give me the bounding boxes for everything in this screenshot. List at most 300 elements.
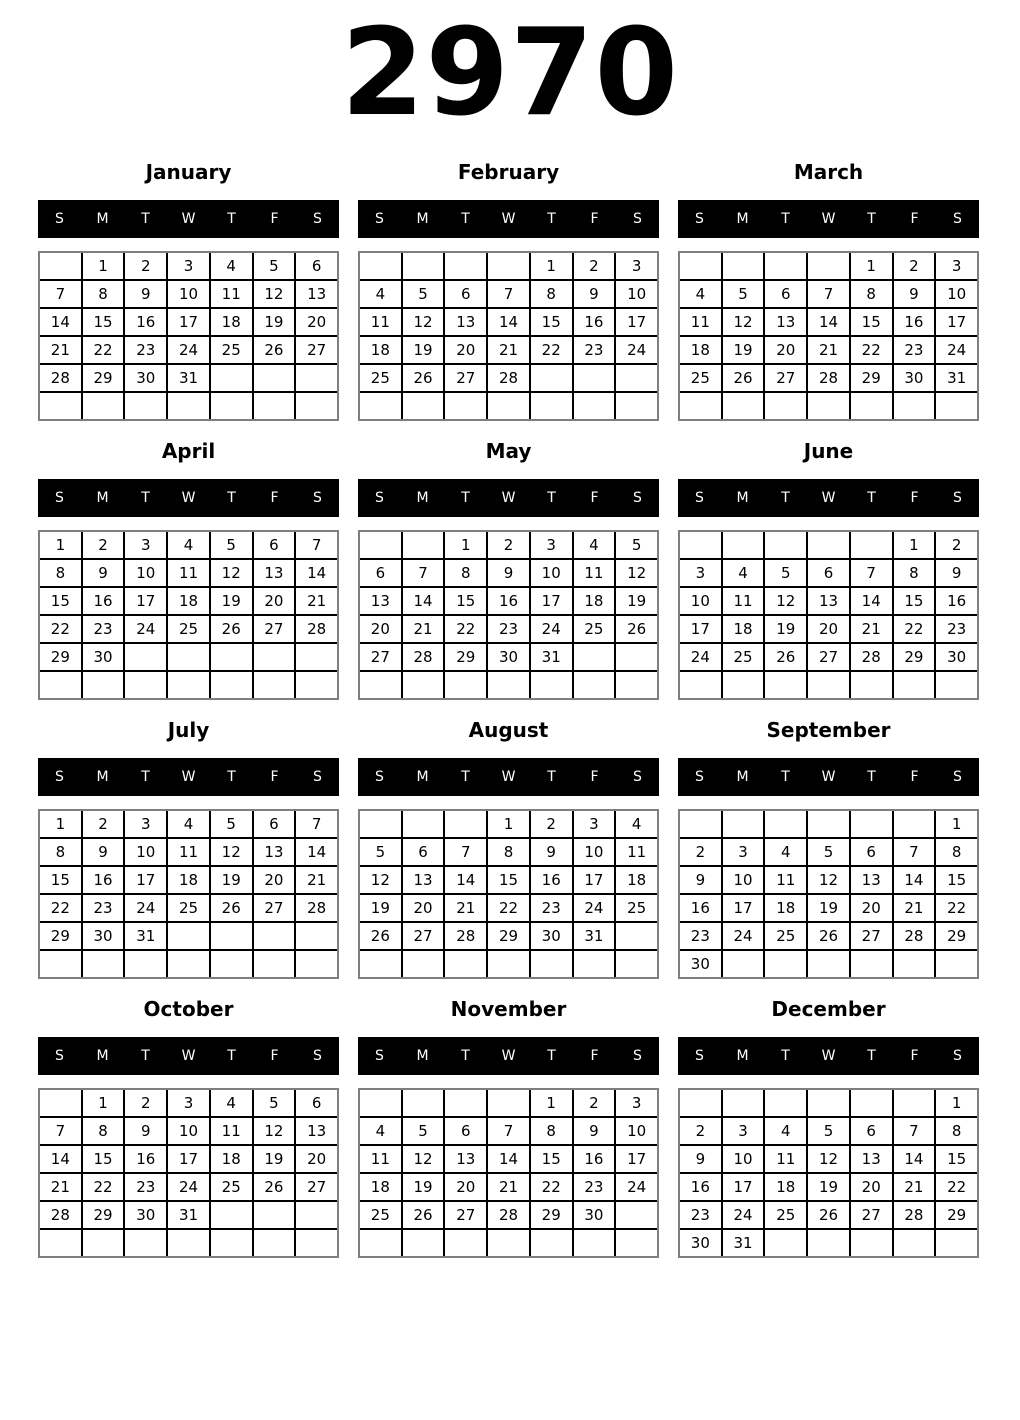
month-title: April	[161, 439, 216, 463]
weekday-label: T	[547, 490, 556, 506]
day-cell: 29	[83, 365, 124, 391]
weekday-label: S	[313, 490, 322, 506]
weekday-label: W	[821, 211, 836, 227]
day-cell: 28	[445, 923, 486, 949]
weekday-label: W	[501, 211, 516, 227]
day-cell-empty	[254, 393, 295, 419]
day-cell-empty	[808, 672, 849, 698]
day-cell: 15	[40, 867, 81, 893]
weekday-label: T	[867, 211, 876, 227]
day-cell: 31	[168, 365, 209, 391]
day-cell: 7	[445, 839, 486, 865]
weekday-label: W	[501, 1048, 516, 1064]
day-cell: 22	[40, 616, 81, 642]
weekday-label: T	[227, 211, 236, 227]
day-cell: 3	[125, 532, 166, 558]
day-cell: 6	[296, 1090, 337, 1116]
day-cell: 20	[851, 895, 892, 921]
day-cell-empty	[403, 532, 444, 558]
day-cell: 15	[531, 309, 572, 335]
weekday-label: S	[695, 1048, 704, 1064]
weekday-label: W	[501, 490, 516, 506]
day-cell-empty	[894, 1230, 935, 1256]
weekday-label: F	[590, 769, 599, 785]
month-day-grid	[358, 809, 659, 979]
weekday-header	[358, 758, 659, 796]
day-cell: 15	[40, 588, 81, 614]
day-cell: 23	[574, 337, 615, 363]
day-cell-empty	[211, 644, 252, 670]
day-cell-empty	[83, 951, 124, 977]
day-cell-empty	[765, 532, 806, 558]
day-cell: 11	[211, 1118, 252, 1144]
month-title: September	[766, 718, 891, 742]
day-cell: 7	[296, 811, 337, 837]
day-cell: 29	[851, 365, 892, 391]
day-cell-empty	[40, 672, 81, 698]
day-cell-empty	[808, 253, 849, 279]
day-cell: 14	[851, 588, 892, 614]
day-cell: 11	[211, 281, 252, 307]
day-cell-empty	[808, 1230, 849, 1256]
weekday-label: M	[96, 1048, 109, 1064]
day-cell: 22	[531, 337, 572, 363]
day-cell-empty	[488, 1230, 529, 1256]
weekday-label: M	[416, 211, 429, 227]
day-cell: 31	[168, 1202, 209, 1228]
weekday-label: T	[461, 769, 470, 785]
day-cell: 25	[680, 365, 721, 391]
day-cell-empty	[574, 365, 615, 391]
month-calendar	[358, 997, 659, 1258]
weekday-label: F	[270, 211, 279, 227]
day-cell: 30	[125, 1202, 166, 1228]
day-cell: 15	[445, 588, 486, 614]
day-cell: 22	[40, 895, 81, 921]
day-cell: 27	[254, 895, 295, 921]
day-cell-empty	[125, 951, 166, 977]
weekday-label: S	[313, 1048, 322, 1064]
month-day-grid	[38, 1088, 339, 1258]
day-cell: 3	[125, 811, 166, 837]
day-cell-empty	[808, 951, 849, 977]
weekday-header	[678, 479, 979, 517]
day-cell: 24	[616, 1174, 657, 1200]
day-cell: 19	[211, 588, 252, 614]
day-cell: 8	[531, 281, 572, 307]
day-cell-empty	[680, 253, 721, 279]
day-cell-empty	[616, 644, 657, 670]
day-cell: 21	[40, 1174, 81, 1200]
day-cell: 29	[40, 923, 81, 949]
weekday-header	[358, 479, 659, 517]
day-cell: 5	[765, 560, 806, 586]
day-cell: 25	[723, 644, 764, 670]
weekday-header	[38, 1037, 339, 1075]
day-cell: 28	[894, 923, 935, 949]
weekday-label: W	[181, 490, 196, 506]
weekday-label: T	[141, 1048, 150, 1064]
weekday-label: F	[270, 1048, 279, 1064]
day-cell: 15	[851, 309, 892, 335]
weekday-label: S	[313, 211, 322, 227]
day-cell: 27	[360, 644, 401, 670]
day-cell: 18	[360, 1174, 401, 1200]
day-cell: 14	[40, 1146, 81, 1172]
day-cell: 3	[531, 532, 572, 558]
day-cell: 2	[574, 253, 615, 279]
day-cell: 5	[360, 839, 401, 865]
day-cell: 21	[296, 867, 337, 893]
day-cell-empty	[40, 1090, 81, 1116]
day-cell: 6	[765, 281, 806, 307]
day-cell: 2	[488, 532, 529, 558]
day-cell: 19	[808, 1174, 849, 1200]
day-cell-empty	[723, 253, 764, 279]
day-cell-empty	[851, 672, 892, 698]
day-cell: 27	[296, 1174, 337, 1200]
day-cell: 28	[488, 365, 529, 391]
day-cell: 28	[40, 1202, 81, 1228]
day-cell: 7	[40, 1118, 81, 1144]
day-cell: 17	[125, 867, 166, 893]
day-cell: 30	[488, 644, 529, 670]
day-cell: 25	[168, 895, 209, 921]
weekday-header	[678, 1037, 979, 1075]
day-cell: 10	[936, 281, 977, 307]
day-cell: 19	[765, 616, 806, 642]
day-cell: 6	[851, 1118, 892, 1144]
day-cell-empty	[296, 644, 337, 670]
calendar-months-grid	[38, 160, 1020, 1258]
day-cell: 12	[723, 309, 764, 335]
day-cell: 20	[296, 309, 337, 335]
day-cell: 8	[531, 1118, 572, 1144]
day-cell: 27	[445, 365, 486, 391]
day-cell: 22	[936, 1174, 977, 1200]
day-cell-empty	[808, 1090, 849, 1116]
weekday-label: S	[375, 211, 384, 227]
day-cell: 19	[403, 1174, 444, 1200]
month-calendar	[38, 160, 339, 421]
weekday-label: M	[736, 769, 749, 785]
day-cell: 8	[445, 560, 486, 586]
weekday-label: T	[141, 769, 150, 785]
weekday-label: W	[181, 211, 196, 227]
day-cell-empty	[296, 1230, 337, 1256]
day-cell: 9	[574, 281, 615, 307]
day-cell: 13	[445, 309, 486, 335]
day-cell-empty	[574, 393, 615, 419]
day-cell: 26	[723, 365, 764, 391]
day-cell: 3	[723, 839, 764, 865]
day-cell: 14	[40, 309, 81, 335]
day-cell: 22	[936, 895, 977, 921]
day-cell: 18	[765, 1174, 806, 1200]
weekday-label: M	[416, 490, 429, 506]
day-cell-empty	[125, 644, 166, 670]
weekday-header	[38, 200, 339, 238]
day-cell-empty	[360, 951, 401, 977]
day-cell: 7	[894, 1118, 935, 1144]
day-cell: 18	[723, 616, 764, 642]
day-cell: 5	[254, 1090, 295, 1116]
day-cell: 21	[445, 895, 486, 921]
day-cell-empty	[296, 951, 337, 977]
day-cell: 10	[168, 1118, 209, 1144]
day-cell: 23	[83, 616, 124, 642]
day-cell-empty	[254, 644, 295, 670]
day-cell: 21	[894, 895, 935, 921]
day-cell: 24	[168, 1174, 209, 1200]
day-cell: 4	[723, 560, 764, 586]
day-cell-empty	[40, 253, 81, 279]
day-cell: 10	[616, 281, 657, 307]
day-cell: 23	[531, 895, 572, 921]
day-cell: 9	[125, 281, 166, 307]
day-cell: 26	[616, 616, 657, 642]
day-cell: 21	[488, 1174, 529, 1200]
day-cell: 13	[445, 1146, 486, 1172]
month-title: November	[450, 997, 567, 1021]
day-cell: 1	[488, 811, 529, 837]
day-cell: 7	[403, 560, 444, 586]
day-cell-empty	[168, 951, 209, 977]
day-cell: 1	[83, 253, 124, 279]
weekday-header	[38, 758, 339, 796]
weekday-label: F	[590, 1048, 599, 1064]
weekday-label: T	[867, 490, 876, 506]
day-cell: 6	[445, 1118, 486, 1144]
day-cell: 10	[168, 281, 209, 307]
day-cell-empty	[125, 393, 166, 419]
day-cell: 15	[83, 309, 124, 335]
day-cell: 20	[403, 895, 444, 921]
day-cell: 1	[40, 532, 81, 558]
day-cell-empty	[360, 672, 401, 698]
month-day-grid	[358, 530, 659, 700]
day-cell: 5	[211, 532, 252, 558]
day-cell: 7	[488, 1118, 529, 1144]
month-day-grid	[38, 251, 339, 421]
weekday-label: S	[633, 769, 642, 785]
day-cell: 19	[211, 867, 252, 893]
day-cell: 21	[40, 337, 81, 363]
day-cell: 8	[488, 839, 529, 865]
day-cell: 2	[531, 811, 572, 837]
day-cell-empty	[488, 1090, 529, 1116]
day-cell: 2	[125, 253, 166, 279]
weekday-label: S	[633, 490, 642, 506]
day-cell: 4	[765, 839, 806, 865]
day-cell: 5	[808, 1118, 849, 1144]
weekday-label: T	[227, 769, 236, 785]
day-cell: 2	[894, 253, 935, 279]
weekday-label: S	[633, 211, 642, 227]
weekday-label: F	[270, 769, 279, 785]
day-cell: 3	[616, 253, 657, 279]
weekday-label: S	[55, 211, 64, 227]
day-cell: 17	[168, 1146, 209, 1172]
day-cell-empty	[445, 1230, 486, 1256]
day-cell: 17	[616, 309, 657, 335]
day-cell: 10	[723, 1146, 764, 1172]
day-cell: 20	[445, 1174, 486, 1200]
day-cell: 13	[808, 588, 849, 614]
year-title: 2970	[341, 4, 679, 143]
day-cell: 2	[680, 839, 721, 865]
day-cell: 15	[894, 588, 935, 614]
weekday-label: T	[141, 211, 150, 227]
day-cell: 17	[723, 1174, 764, 1200]
day-cell: 20	[445, 337, 486, 363]
day-cell-empty	[168, 1230, 209, 1256]
day-cell: 6	[403, 839, 444, 865]
day-cell-empty	[531, 951, 572, 977]
month-title: August	[468, 718, 549, 742]
day-cell: 3	[616, 1090, 657, 1116]
day-cell-empty	[254, 1230, 295, 1256]
day-cell: 17	[616, 1146, 657, 1172]
day-cell-empty	[574, 1230, 615, 1256]
day-cell-empty	[211, 393, 252, 419]
day-cell: 13	[296, 281, 337, 307]
day-cell-empty	[488, 951, 529, 977]
day-cell: 11	[765, 1146, 806, 1172]
month-title: May	[485, 439, 532, 463]
day-cell: 7	[40, 281, 81, 307]
day-cell: 22	[488, 895, 529, 921]
weekday-label: S	[953, 1048, 962, 1064]
day-cell: 12	[403, 309, 444, 335]
day-cell: 13	[254, 839, 295, 865]
day-cell: 12	[360, 867, 401, 893]
day-cell: 19	[403, 337, 444, 363]
day-cell: 28	[296, 895, 337, 921]
day-cell: 30	[680, 951, 721, 977]
day-cell: 3	[168, 253, 209, 279]
day-cell-empty	[851, 532, 892, 558]
day-cell: 11	[360, 1146, 401, 1172]
day-cell-empty	[40, 1230, 81, 1256]
day-cell: 3	[574, 811, 615, 837]
day-cell: 10	[125, 839, 166, 865]
day-cell: 6	[851, 839, 892, 865]
day-cell: 31	[936, 365, 977, 391]
day-cell: 26	[211, 895, 252, 921]
day-cell: 23	[936, 616, 977, 642]
day-cell: 3	[936, 253, 977, 279]
day-cell: 21	[488, 337, 529, 363]
day-cell: 28	[296, 616, 337, 642]
month-day-grid	[678, 809, 979, 979]
weekday-label: T	[781, 211, 790, 227]
day-cell-empty	[531, 1230, 572, 1256]
day-cell: 23	[574, 1174, 615, 1200]
day-cell: 27	[851, 923, 892, 949]
month-calendar	[38, 997, 339, 1258]
day-cell: 26	[211, 616, 252, 642]
day-cell-empty	[403, 393, 444, 419]
day-cell: 5	[403, 281, 444, 307]
day-cell-empty	[296, 365, 337, 391]
day-cell: 20	[851, 1174, 892, 1200]
day-cell: 27	[403, 923, 444, 949]
day-cell: 18	[360, 337, 401, 363]
weekday-label: M	[96, 490, 109, 506]
day-cell: 6	[296, 253, 337, 279]
day-cell-empty	[765, 393, 806, 419]
weekday-label: T	[867, 1048, 876, 1064]
day-cell: 4	[168, 532, 209, 558]
day-cell: 17	[936, 309, 977, 335]
day-cell: 29	[40, 644, 81, 670]
weekday-label: W	[181, 769, 196, 785]
day-cell: 25	[211, 337, 252, 363]
day-cell-empty	[445, 253, 486, 279]
day-cell: 23	[83, 895, 124, 921]
day-cell: 9	[488, 560, 529, 586]
day-cell: 26	[360, 923, 401, 949]
day-cell: 11	[168, 839, 209, 865]
day-cell: 28	[488, 1202, 529, 1228]
day-cell-empty	[488, 393, 529, 419]
day-cell: 27	[851, 1202, 892, 1228]
day-cell: 30	[574, 1202, 615, 1228]
day-cell: 19	[616, 588, 657, 614]
day-cell-empty	[360, 532, 401, 558]
day-cell-empty	[445, 1090, 486, 1116]
day-cell: 26	[254, 337, 295, 363]
weekday-label: S	[695, 211, 704, 227]
day-cell: 12	[211, 560, 252, 586]
weekday-label: W	[821, 490, 836, 506]
day-cell: 24	[936, 337, 977, 363]
day-cell: 11	[574, 560, 615, 586]
day-cell: 22	[531, 1174, 572, 1200]
weekday-label: T	[141, 490, 150, 506]
weekday-label: T	[227, 490, 236, 506]
month-calendar	[678, 997, 979, 1258]
day-cell: 16	[83, 867, 124, 893]
day-cell: 30	[83, 923, 124, 949]
day-cell: 23	[680, 1202, 721, 1228]
day-cell-empty	[894, 951, 935, 977]
day-cell: 19	[254, 1146, 295, 1172]
day-cell: 1	[83, 1090, 124, 1116]
day-cell: 27	[445, 1202, 486, 1228]
month-title: October	[143, 997, 234, 1021]
day-cell: 16	[83, 588, 124, 614]
day-cell-empty	[894, 1090, 935, 1116]
month-title: July	[167, 718, 210, 742]
day-cell-empty	[616, 951, 657, 977]
day-cell: 24	[531, 616, 572, 642]
day-cell: 12	[808, 1146, 849, 1172]
day-cell: 14	[488, 309, 529, 335]
day-cell-empty	[851, 951, 892, 977]
day-cell: 26	[808, 923, 849, 949]
weekday-label: M	[96, 211, 109, 227]
day-cell: 16	[488, 588, 529, 614]
day-cell: 9	[83, 839, 124, 865]
day-cell: 24	[680, 644, 721, 670]
day-cell-empty	[360, 811, 401, 837]
weekday-label: S	[953, 490, 962, 506]
day-cell-empty	[488, 253, 529, 279]
day-cell: 24	[723, 1202, 764, 1228]
day-cell: 14	[808, 309, 849, 335]
